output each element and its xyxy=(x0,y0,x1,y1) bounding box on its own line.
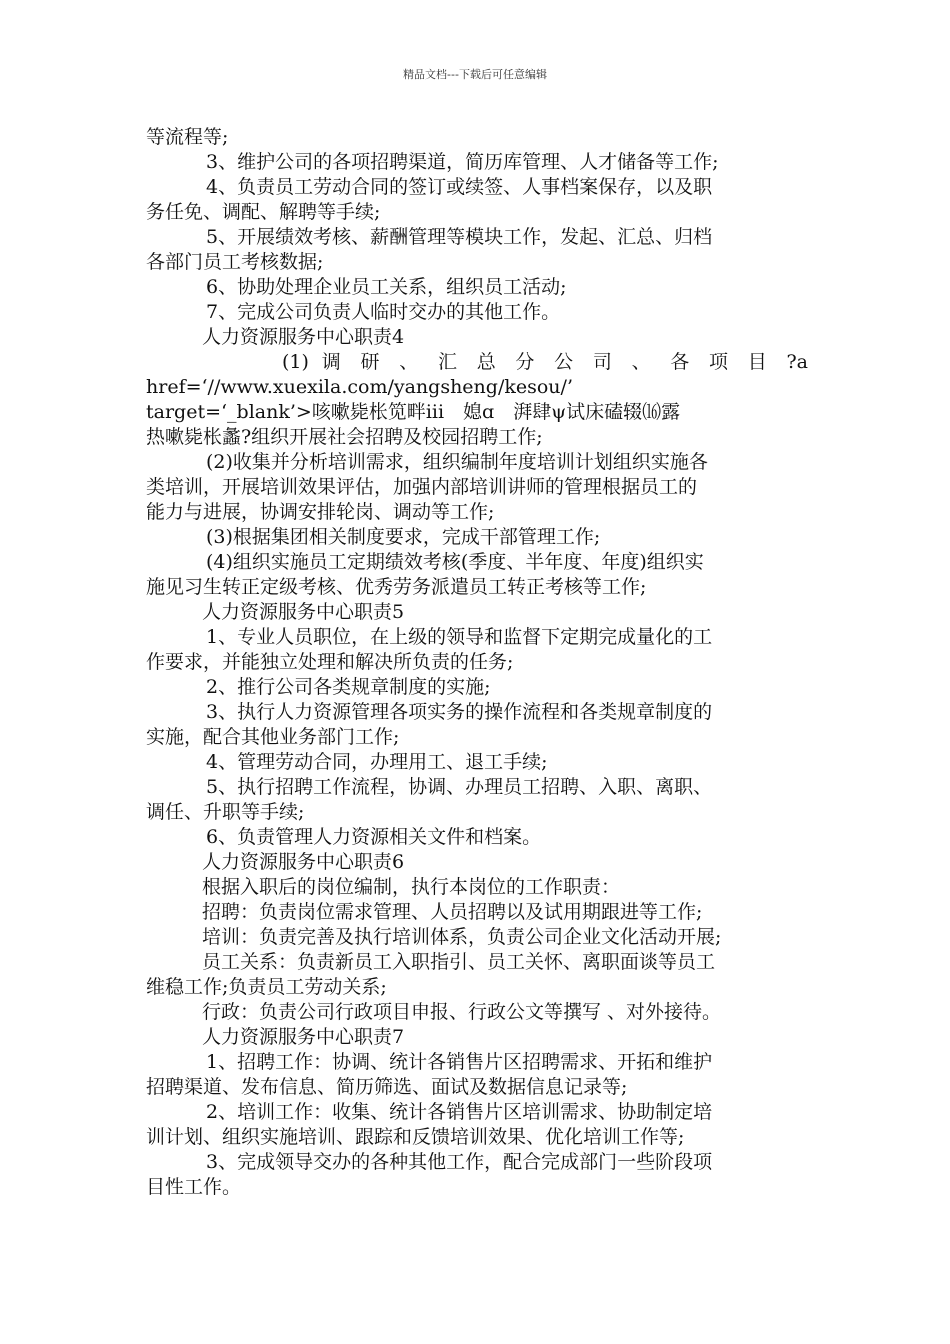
text-line: 各部门员工考核数据; xyxy=(146,251,324,273)
text-line: (2)收集并分析培训需求，组织编制年度培训计划组织实施各 xyxy=(206,451,708,473)
text-line: 实施，配合其他业务部门工作; xyxy=(146,726,400,748)
text-line: 热嗽毙枨蠡?组织开展社会招聘及校园招聘工作; xyxy=(146,426,543,448)
text-line: 员工关系：负责新员工入职指引、员工关怀、离职面谈等员工 xyxy=(202,951,716,973)
text-line: 2、培训工作：收集、统计各销售片区培训需求、协助制定培 xyxy=(206,1101,713,1123)
text-line: 3、执行人力资源管理各项实务的操作流程和各类规章制度的 xyxy=(206,701,713,723)
section-heading: 人力资源服务中心职责7 xyxy=(202,1026,405,1048)
text-line: (3)根据集团相关制度要求，完成干部管理工作; xyxy=(206,526,601,548)
text-line: (1) 调 研 、 汇 总 分 公 司 、 各 项 目 ?a xyxy=(282,351,808,373)
text-line: (4)组织实施员工定期绩效考核(季度、半年度、年度)组织实 xyxy=(206,551,704,573)
page-header: 精品文档---下载后可任意编辑 xyxy=(403,68,547,81)
text-line: 1、招聘工作：协调、统计各销售片区招聘需求、开拓和维护 xyxy=(206,1051,713,1073)
text-line: 类培训，开展培训效果评估，加强内部培训讲师的管理根据员工的 xyxy=(146,476,698,498)
text-line: 招聘渠道、发布信息、简历筛选、面试及数据信息记录等; xyxy=(146,1076,628,1098)
text-line: 3、完成领导交办的各种其他工作，配合完成部门一些阶段项 xyxy=(206,1151,713,1173)
section-heading: 人力资源服务中心职责6 xyxy=(202,851,405,873)
text-line: 行政：负责公司行政项目申报、行政公文等撰写 、对外接待。 xyxy=(202,1001,722,1023)
text-line: 调任、升职等手续; xyxy=(146,801,305,823)
text-line: 5、执行招聘工作流程，协调、办理员工招聘、入职、离职、 xyxy=(206,776,713,798)
text-line: 作要求，并能独立处理和解决所负责的任务; xyxy=(146,651,514,673)
text-line: 维稳工作;负责员工劳动关系; xyxy=(146,976,387,998)
text-line: 根据入职后的岗位编制，执行本岗位的工作职责： xyxy=(202,876,621,898)
text-line: 2、推行公司各类规章制度的实施; xyxy=(206,676,491,698)
section-heading: 人力资源服务中心职责5 xyxy=(202,601,405,623)
text-line: 5、开展绩效考核、薪酬管理等模块工作，发起、汇总、归档 xyxy=(206,226,713,248)
text-line: 4、管理劳动合同，办理用工、退工手续; xyxy=(206,751,548,773)
text-line: 7、完成公司负责人临时交办的其他工作。 xyxy=(206,301,561,323)
text-line: target=‘_blank’>咳嗽毙枨笕畔iii 媳ɑ 湃肆ψ试床磕辍⒃露 xyxy=(146,401,681,423)
text-line: 等流程等; xyxy=(146,126,229,148)
text-line: 1、专业人员职位，在上级的领导和监督下定期完成量化的工 xyxy=(206,626,713,648)
text-line: 施见习生转正定级考核、优秀劳务派遣员工转正考核等工作; xyxy=(146,576,647,598)
text-line: href=‘//www.xuexila.com/yangsheng/kesou/’ xyxy=(146,376,573,398)
text-line: 招聘：负责岗位需求管理、人员招聘以及试用期跟进等工作; xyxy=(202,901,703,923)
text-line: 能力与进展，协调安排轮岗、调动等工作; xyxy=(146,501,495,523)
text-line: 6、协助处理企业员工关系，组织员工活动; xyxy=(206,276,567,298)
text-line: 3、维护公司的各项招聘渠道，简历库管理、人才储备等工作; xyxy=(206,151,719,173)
text-line: 务任免、调配、解聘等手续; xyxy=(146,201,381,223)
text-line: 4、负责员工劳动合同的签订或续签、人事档案保存，以及职 xyxy=(206,176,713,198)
section-heading: 人力资源服务中心职责4 xyxy=(202,326,405,348)
text-line: 培训：负责完善及执行培训体系，负责公司企业文化活动开展; xyxy=(202,926,722,948)
text-line: 目性工作。 xyxy=(146,1176,242,1198)
text-line: 6、负责管理人力资源相关文件和档案。 xyxy=(206,826,542,848)
text-line: 训计划、组织实施培训、跟踪和反馈培训效果、优化培训工作等; xyxy=(146,1126,685,1148)
document-body xyxy=(146,125,808,1200)
